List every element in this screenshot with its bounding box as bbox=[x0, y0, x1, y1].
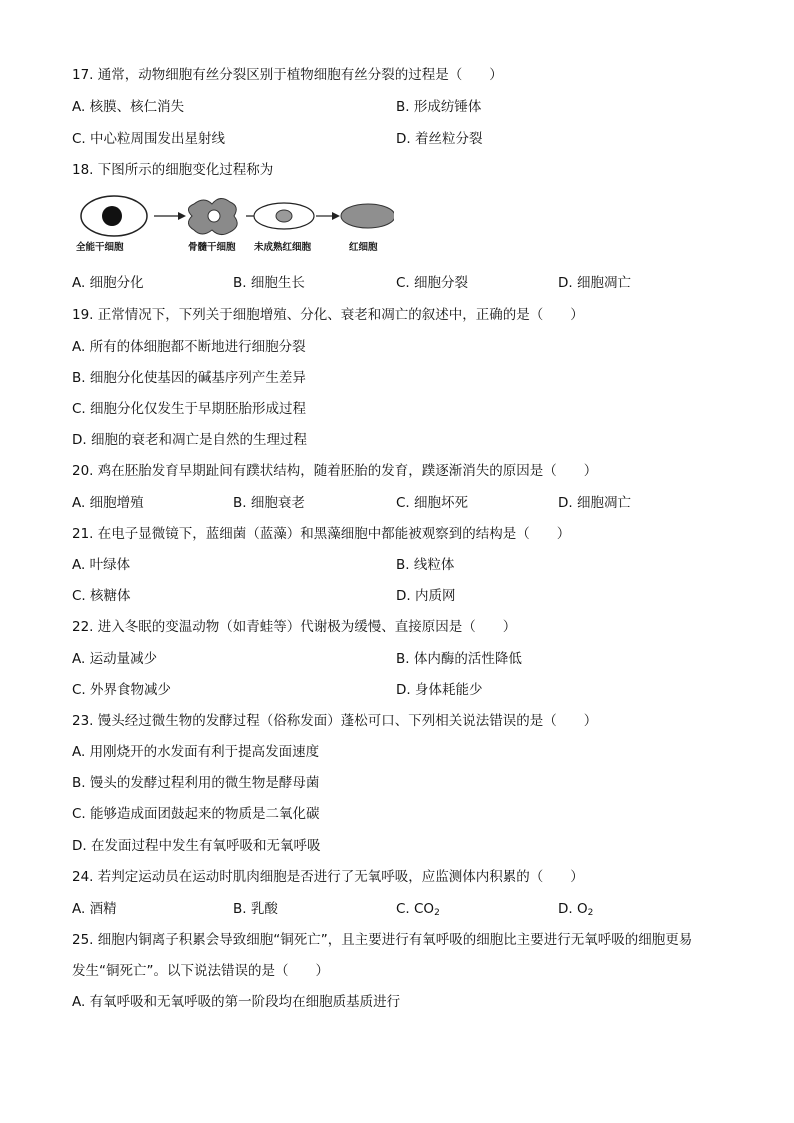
arrow-icon bbox=[316, 212, 340, 220]
question-19-stem: 19. 正常情况下，下列关于细胞增殖、分化、衰老和凋亡的叙述中，正确的是（ ） bbox=[72, 307, 584, 323]
q24-option-d bbox=[558, 900, 593, 922]
q19-option-c: C. 细胞分化仅发生于早期胚胎形成过程 bbox=[72, 401, 307, 417]
q21-option-a: A. 叶绿体 bbox=[72, 557, 131, 573]
q18-option-c: C. 细胞分裂 bbox=[396, 275, 469, 291]
q23-option-d: D. 在发面过程中发生有氧呼吸和无氧呼吸 bbox=[72, 838, 321, 854]
q20-option-d: D. 细胞凋亡 bbox=[558, 495, 631, 511]
q17-option-b: B. 形成纺锤体 bbox=[396, 99, 482, 115]
bone-marrow-stem-cell bbox=[188, 198, 237, 234]
q22-option-c: C. 外界食物减少 bbox=[72, 682, 172, 698]
caption-bone-marrow-stem-cell: 骨髓干细胞 bbox=[188, 242, 236, 253]
q23-option-b: B. 馒头的发酵过程利用的微生物是酵母菌 bbox=[72, 775, 320, 791]
q22-option-b: B. 体内酶的活性降低 bbox=[396, 651, 522, 667]
arrow-icon bbox=[154, 212, 186, 220]
q21-option-b: B. 线粒体 bbox=[396, 557, 455, 573]
q24-option-c-text: C. CO bbox=[396, 901, 435, 917]
q20-option-a: A. 细胞增殖 bbox=[72, 495, 144, 511]
q17-option-c: C. 中心粒周围发出星射线 bbox=[72, 131, 226, 147]
q23-option-c: C. 能够造成面团鼓起来的物质是二氧化碳 bbox=[72, 806, 320, 822]
question-18-stem: 18. 下图所示的细胞变化过程称为 bbox=[72, 162, 274, 178]
q24-option-b: B. 乳酸 bbox=[233, 901, 278, 917]
q18-option-a: A. 细胞分化 bbox=[72, 275, 144, 291]
question-22-stem: 22. 进入冬眠的变温动物（如青蛙等）代谢极为缓慢、直接原因是（ ） bbox=[72, 619, 517, 635]
cell-differentiation-diagram bbox=[74, 194, 394, 258]
question-25-stem-line1: 25. 细胞内铜离子积累会导致细胞“铜死亡”，且主要进行有氧呼吸的细胞比主要进行无氧呼吸的细胞更易 bbox=[72, 932, 693, 948]
q19-option-d: D. 细胞的衰老和凋亡是自然的生理过程 bbox=[72, 432, 307, 448]
question-20-stem: 20. 鸡在胚胎发育早期趾间有蹼状结构，随着胚胎的发育，蹼逐渐消失的原因是（ ） bbox=[72, 463, 598, 479]
question-21-stem: 21. 在电子显微镜下，蓝细菌（蓝藻）和黑藻细胞中都能被观察到的结构是（ ） bbox=[72, 526, 571, 542]
question-17-stem: 17. 通常，动物细胞有丝分裂区别于植物细胞有丝分裂的过程是（ ） bbox=[72, 67, 503, 83]
q21-option-d: D. 内质网 bbox=[396, 588, 456, 604]
red-blood-cell bbox=[341, 204, 394, 228]
q20-option-b: B. 细胞衰老 bbox=[233, 495, 305, 511]
q17-option-a: A. 核膜、核仁消失 bbox=[72, 99, 185, 115]
q24-option-c-subscript: 2 bbox=[434, 908, 440, 918]
q24-option-d-text: D. O bbox=[558, 901, 588, 917]
q24-option-c bbox=[396, 900, 440, 922]
caption-immature-red-blood-cell: 未成熟红细胞 bbox=[254, 242, 312, 253]
q19-option-a: A. 所有的体细胞都不断地进行细胞分裂 bbox=[72, 339, 306, 355]
question-25-stem-line2: 发生“铜死亡”。以下说法错误的是（ ） bbox=[72, 963, 329, 979]
immature-red-blood-cell bbox=[254, 203, 314, 229]
caption-red-blood-cell: 红细胞 bbox=[349, 242, 378, 253]
caption-totipotent-stem-cell: 全能干细胞 bbox=[76, 242, 124, 253]
q24-option-a: A. 酒精 bbox=[72, 901, 117, 917]
q17-option-d: D. 着丝粒分裂 bbox=[396, 131, 483, 147]
q20-option-c: C. 细胞坏死 bbox=[396, 495, 469, 511]
question-24-stem: 24. 若判定运动员在运动时肌肉细胞是否进行了无氧呼吸，应监测体内积累的（ ） bbox=[72, 869, 584, 885]
question-23-stem: 23. 馒头经过微生物的发酵过程（俗称发面）蓬松可口、下列相关说法错误的是（ ） bbox=[72, 713, 598, 729]
q25-option-a: A. 有氧呼吸和无氧呼吸的第一阶段均在细胞质基质进行 bbox=[72, 994, 401, 1010]
q22-option-a: A. 运动量减少 bbox=[72, 651, 158, 667]
q23-option-a: A. 用刚烧开的水发面有利于提高发面速度 bbox=[72, 744, 320, 760]
q18-option-b: B. 细胞生长 bbox=[233, 275, 305, 291]
totipotent-stem-cell bbox=[81, 196, 147, 236]
q24-option-d-subscript: 2 bbox=[587, 908, 594, 918]
q18-option-d: D. 细胞凋亡 bbox=[558, 275, 631, 291]
q22-option-d: D. 身体耗能少 bbox=[396, 682, 483, 698]
q21-option-c: C. 核糖体 bbox=[72, 588, 131, 604]
q19-option-b: B. 细胞分化使基因的碱基序列产生差异 bbox=[72, 370, 306, 386]
